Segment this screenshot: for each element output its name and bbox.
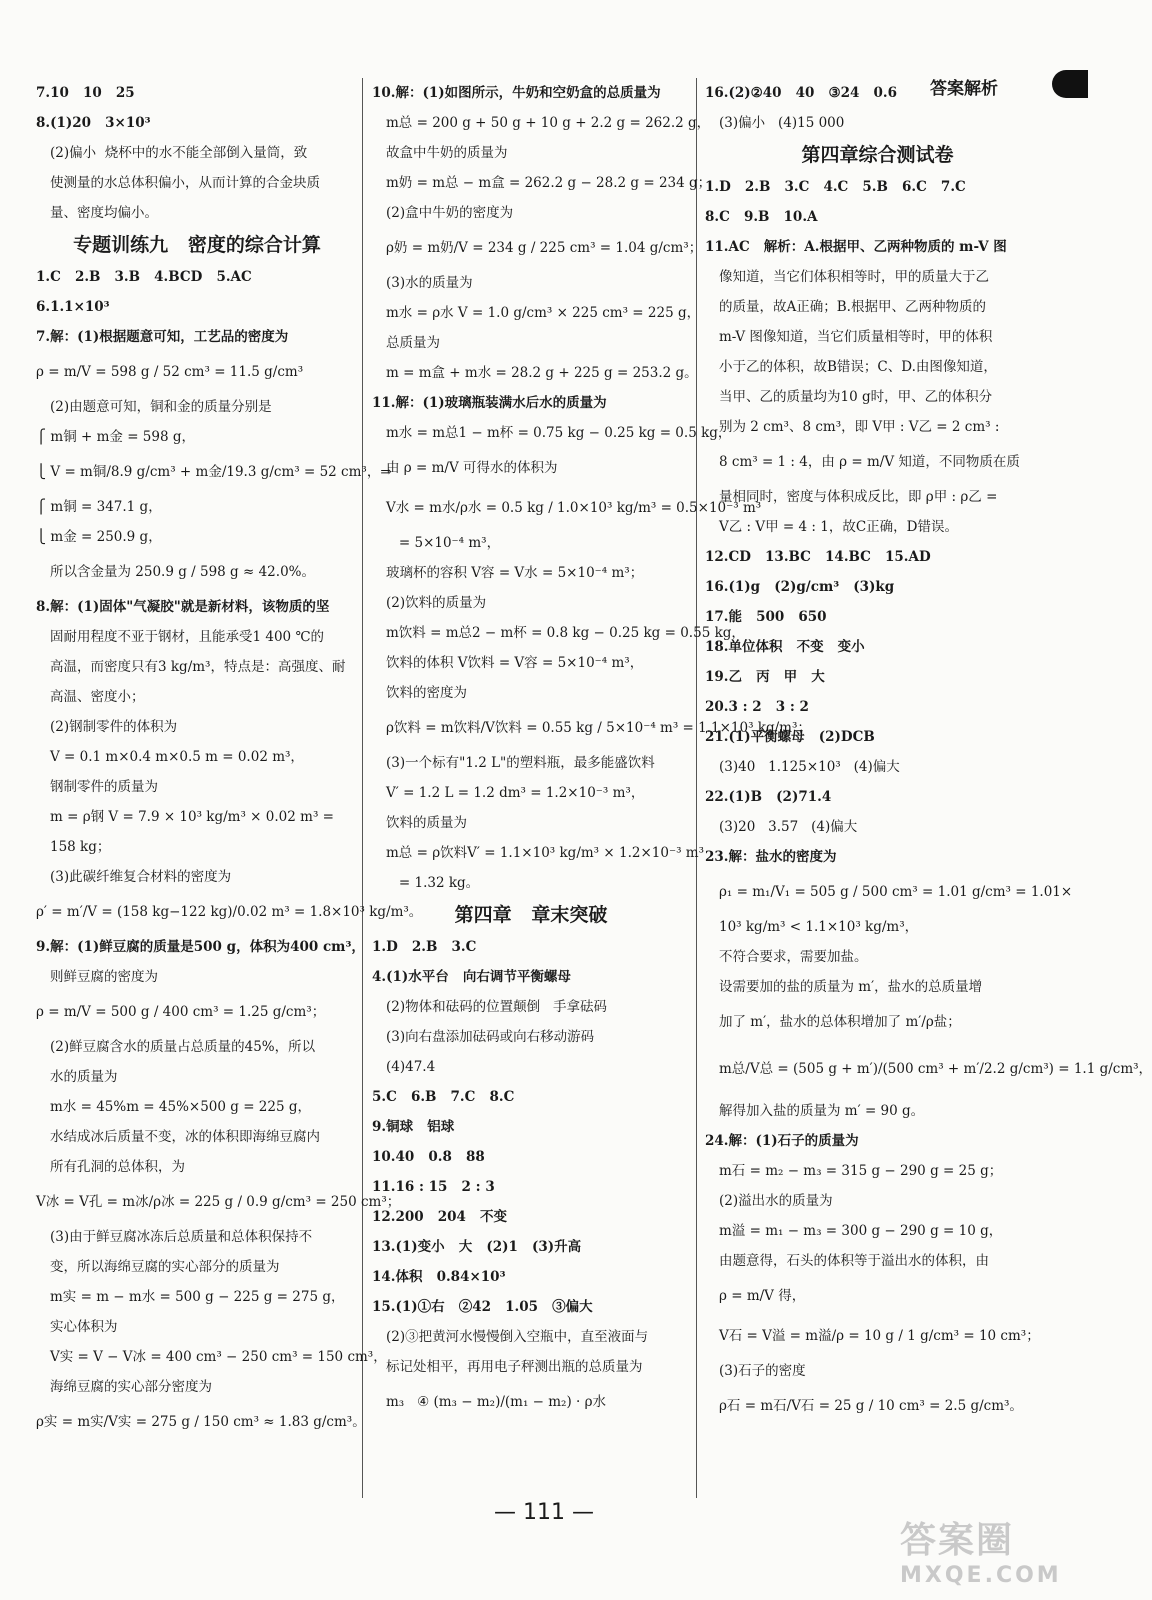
answer-line: 饮料的体积 V饮料 = V容 = 5×10⁻⁴ m³， [386, 655, 644, 671]
answer-line: 22.(1)B (2)71.4 [705, 789, 832, 805]
answer-line: 所以含金量为 250.9 g / 598 g ≈ 42.0%。 [50, 564, 315, 580]
answer-line: 158 kg； [50, 839, 111, 855]
answer-line: 10.解：(1)如图所示，牛奶和空奶盒的总质量为 [372, 85, 661, 101]
answer-line: = 1.32 kg。 [386, 875, 480, 891]
answer-line: 9.铜球 铝球 [372, 1119, 455, 1135]
answer-line: m = ρ钢 V = 7.9 × 10³ kg/m³ × 0.02 m³ = [50, 809, 334, 825]
answer-line: 玻璃杯的容积 V容 = V水 = 5×10⁻⁴ m³； [386, 565, 644, 581]
answer-line: 由题意得，石头的体积等于溢出水的体积，由 [719, 1253, 989, 1269]
answer-line: V冰 = V孔 = m冰/ρ冰 = 225 g / 0.9 g/cm³ = 250 cm³； [36, 1194, 401, 1210]
answer-line: (2)鲜豆腐含水的质量占总质量的45%，所以 [50, 1039, 316, 1055]
answer-line: 11.16 : 15 2 : 3 [372, 1179, 495, 1195]
watermark-line1: 答案圈 [900, 1520, 1015, 1561]
section-heading: 第四章 章末突破 [454, 904, 608, 926]
answer-line: m-V 图像知道，当它们质量相等时，甲的体积 [719, 329, 993, 345]
answer-line: (3)此碳纤维复合材料的密度为 [50, 869, 232, 885]
answer-line: 1.D 2.B 3.C [372, 939, 477, 955]
answer-line: (3)由于鲜豆腐冰冻后总质量和总体积保持不 [50, 1229, 313, 1245]
answer-line: 24.解：(1)石子的质量为 [705, 1133, 859, 1149]
answer-line: 12.CD 13.BC 14.BC 15.AD [705, 549, 931, 565]
answer-line: 使测量的水总体积偏小，从而计算的合金块质 [50, 175, 320, 191]
answer-line: 加了 m′，盐水的总体积增加了 m′/ρ盐； [719, 1014, 961, 1030]
answer-line: 别为 2 cm³、8 cm³，即 V甲 : V乙 = 2 cm³ : [719, 419, 1000, 435]
answer-line: m水 = ρ水 V = 1.0 g/cm³ × 225 cm³ = 225 g， [386, 305, 701, 321]
answer-line: 则鲜豆腐的密度为 [50, 969, 158, 985]
answer-line: m = m盒 + m水 = 28.2 g + 225 g = 253.2 g。 [386, 365, 698, 381]
header-title: 答案解析 [930, 79, 998, 99]
answer-line: m₃ ④ (m₃ − m₂)/(m₁ − m₂) · ρ水 [386, 1394, 607, 1410]
answer-line: 7.10 10 25 [36, 85, 135, 101]
answer-line: (3)一个标有"1.2 L"的塑料瓶，最多能盛饮料 [386, 755, 655, 771]
answer-line: 8.C 9.B 10.A [705, 209, 818, 225]
answer-line: 8.解：(1)固体"气凝胶"就是新材料，该物质的坚 [36, 599, 330, 615]
answer-line: ρ = m/V = 500 g / 400 cm³ = 1.25 g/cm³； [36, 1004, 326, 1020]
answer-line: 饮料的质量为 [386, 815, 467, 831]
answer-line: 16.(1)g (2)g/cm³ (3)kg [705, 579, 895, 595]
answer-line: (3)向右盘添加砝码或向右移动游码 [386, 1029, 595, 1045]
answer-line: 20.3 : 2 3 : 2 [705, 699, 809, 715]
answer-line: (2)偏小 烧杯中的水不能全部倒入量筒，致 [50, 145, 308, 161]
answer-line: 量相同时，密度与体积成反比，即 ρ甲 : ρ乙 = [719, 489, 998, 505]
answer-line: 9.解：(1)鲜豆腐的质量是500 g，体积为400 cm³， [36, 939, 365, 955]
answer-line: 1.C 2.B 3.B 4.BCD 5.AC [36, 269, 252, 285]
answer-line: 海绵豆腐的实心部分密度为 [50, 1379, 212, 1395]
answer-line: (3)20 3.57 (4)偏大 [719, 819, 858, 835]
answer-line: 水结成冰后质量不变，冰的体积即海绵豆腐内 [50, 1129, 320, 1145]
answer-line: 饮料的密度为 [386, 685, 467, 701]
answer-line: 设需要加的盐的质量为 m′，盐水的总质量增 [719, 979, 983, 995]
answer-line: 13.(1)变小 大 (2)1 (3)升高 [372, 1239, 582, 1255]
answer-line: 4.(1)水平台 向右调节平衡螺母 [372, 969, 571, 985]
answer-line: (3)偏小 (4)15 000 [719, 115, 845, 131]
answer-line: (2)由题意可知，铜和金的质量分别是 [50, 399, 272, 415]
answer-line: 变，所以海绵豆腐的实心部分的质量为 [50, 1259, 280, 1275]
answer-line: (2)饮料的质量为 [386, 595, 487, 611]
answer-line: m溢 = m₁ − m₃ = 300 g − 290 g = 10 g， [719, 1223, 1003, 1239]
answer-line: 像知道，当它们体积相等时，甲的质量大于乙 [719, 269, 989, 285]
answer-line: m水 = 45%m = 45%×500 g = 225 g， [50, 1099, 312, 1115]
answer-line: ρ′ = m′/V = (158 kg−122 kg)/0.02 m³ = 1.8×10³ kg/m³。 [36, 904, 423, 920]
answer-line: ρ实 = m实/V实 = 275 g / 150 cm³ ≈ 1.83 g/cm³。 [36, 1414, 366, 1430]
answer-line: V实 = V − V冰 = 400 cm³ − 250 cm³ = 150 cm³， [50, 1349, 387, 1365]
answer-line: (3)石子的密度 [719, 1363, 806, 1379]
column-divider-2 [696, 78, 697, 1498]
answer-line: V′ = 1.2 L = 1.2 dm³ = 1.2×10⁻³ m³， [386, 785, 645, 801]
answer-line: 水的质量为 [50, 1069, 118, 1085]
answer-line: 所有孔洞的总体积，为 [50, 1159, 185, 1175]
answer-line: ρ = m/V 得， [719, 1288, 806, 1304]
answer-line: 不符合要求，需要加盐。 [719, 949, 868, 965]
answer-line: 固耐用程度不亚于钢材，且能承受1 400 ℃的 [50, 629, 325, 645]
answer-line: m实 = m − m水 = 500 g − 225 g = 275 g， [50, 1289, 345, 1305]
answer-line: 11.AC 解析：A.根据甲、乙两种物质的 m-V 图 [705, 239, 1007, 255]
answer-line: 23.解：盐水的密度为 [705, 849, 837, 865]
answer-line: V石 = V溢 = m溢/ρ = 10 g / 1 g/cm³ = 10 cm³； [719, 1328, 1040, 1344]
column-divider-1 [362, 78, 363, 1498]
answer-line: ρ₁ = m₁/V₁ = 505 g / 500 cm³ = 1.01 g/cm³ = 1.01× [719, 884, 1073, 900]
watermark-logo [900, 1512, 1070, 1592]
answer-line: 12.200 204 不变 [372, 1209, 508, 1225]
answer-line: 10³ kg/m³ < 1.1×10³ kg/m³， [719, 919, 919, 935]
answer-line: 7.解：(1)根据题意可知，工艺品的密度为 [36, 329, 289, 345]
answer-line: 21.(1)平衡螺母 (2)DCB [705, 729, 875, 745]
answer-line: 1.D 2.B 3.C 4.C 5.B 6.C 7.C [705, 179, 966, 195]
answer-line: (3)水的质量为 [386, 275, 473, 291]
answer-line: 18.单位体积 不变 变小 [705, 639, 865, 655]
answer-line: 标记处相平，再用电子秤测出瓶的总质量为 [386, 1359, 643, 1375]
answer-line: 6.1.1×10³ [36, 299, 110, 315]
answer-line: 小于乙的体积，故B错误；C、D.由图像知道， [719, 359, 997, 375]
answer-line: ρ = m/V = 598 g / 52 cm³ = 11.5 g/cm³ [36, 364, 304, 380]
answer-line: 总质量为 [386, 335, 440, 351]
answer-line: 故盒中牛奶的质量为 [386, 145, 508, 161]
answer-line: (3)40 1.125×10³ (4)偏大 [719, 759, 900, 775]
answer-line: (2)溢出水的质量为 [719, 1193, 833, 1209]
answer-line: (2)盒中牛奶的密度为 [386, 205, 514, 221]
header-tab-marker [1052, 70, 1088, 98]
answer-line: 的质量，故A正确；B.根据甲、乙两种物质的 [719, 299, 986, 315]
answer-line: 钢制零件的质量为 [50, 779, 158, 795]
answer-line: 14.体积 0.84×10³ [372, 1269, 506, 1285]
answer-line: (2)钢制零件的体积为 [50, 719, 178, 735]
answer-line: ρ奶 = m奶/V = 234 g / 225 cm³ = 1.04 g/cm³； [386, 240, 703, 256]
answer-line: V水 = m水/ρ水 = 0.5 kg / 1.0×10³ kg/m³ = 0.5×10⁻³ m³ [386, 500, 762, 516]
answer-line: ρ石 = m石/V石 = 25 g / 10 cm³ = 2.5 g/cm³。 [719, 1398, 1023, 1414]
answer-line: 实心体积为 [50, 1319, 118, 1335]
answer-line: m奶 = m总 − m盒 = 262.2 g − 28.2 g = 234 g； [386, 175, 712, 191]
answer-line: 15.(1)①右 ②42 1.05 ③偏大 [372, 1299, 593, 1315]
page-number: — 111 — [494, 1500, 594, 1525]
answer-line: 10.40 0.8 88 [372, 1149, 485, 1165]
answer-line: 当甲、乙的质量均为10 g时，甲、乙的体积分 [719, 389, 993, 405]
answer-line: 17.能 500 650 [705, 609, 827, 625]
section-heading: 专题训练九 密度的综合计算 [73, 234, 321, 256]
answer-line: ⎩ V = m铜/8.9 g/cm³ + m金/19.3 g/cm³ = 52 cm³，⇒ [36, 464, 392, 480]
answer-line: V乙 : V甲 = 4 : 1，故C正确，D错误。 [719, 519, 958, 535]
answer-line: ⎧ m铜 = 347.1 g， [36, 499, 162, 515]
answer-line: m总/V总 = (505 g + m′)/(500 cm³ + m′/2.2 g/cm³) = 1.1 g/cm³， [719, 1061, 1152, 1077]
answer-line: m总 = ρ饮料V′ = 1.1×10³ kg/m³ × 1.2×10⁻³ m³ [386, 845, 704, 861]
answer-line: m饮料 = m总2 − m杯 = 0.8 kg − 0.25 kg = 0.55 kg， [386, 625, 745, 641]
answer-line: ρ饮料 = m饮料/V饮料 = 0.55 kg / 5×10⁻⁴ m³ = 1.1×10³ kg/m³； [386, 720, 811, 736]
answer-line: (2)③把黄河水慢慢倒入空瓶中，直至液面与 [386, 1329, 649, 1345]
answer-line: 高温、密度小； [50, 689, 145, 705]
answer-line: 11.解：(1)玻璃瓶装满水后水的质量为 [372, 395, 607, 411]
watermark-line2: MXQE.COM [900, 1563, 1062, 1588]
answer-line: 解得加入盐的质量为 m′ = 90 g。 [719, 1103, 925, 1119]
answer-line: ⎧ m铜 + m金 = 598 g， [36, 429, 196, 445]
answer-line: m总 = 200 g + 50 g + 10 g + 2.2 g = 262.2 g， [386, 115, 711, 131]
answer-line: V = 0.1 m×0.4 m×0.5 m = 0.02 m³， [50, 749, 304, 765]
answer-line: 量、密度均偏小。 [50, 205, 158, 221]
answer-line: = 5×10⁻⁴ m³， [386, 535, 501, 551]
answer-line: (4)47.4 [386, 1059, 436, 1075]
answer-line: 5.C 6.B 7.C 8.C [372, 1089, 515, 1105]
section-heading: 第四章综合测试卷 [801, 144, 954, 166]
answer-line: (2)物体和砝码的位置颠倒 手拿砝码 [386, 999, 607, 1015]
answer-line: 8.(1)20 3×10³ [36, 115, 151, 131]
answer-line: 16.(2)②40 40 ③24 0.6 [705, 85, 898, 101]
answer-line: 高温，而密度只有3 kg/m³，特点是：高强度、耐 [50, 659, 346, 675]
answer-line: 8 cm³ = 1 : 4，由 ρ = m/V 知道，不同物质在质 [719, 454, 1020, 470]
answer-line: m水 = m总1 − m杯 = 0.75 kg − 0.25 kg = 0.5 kg， [386, 425, 732, 441]
answer-column-3 [705, 78, 1152, 1426]
answer-line: 19.乙 丙 甲 大 [705, 669, 825, 685]
answer-line: ⎩ m金 = 250.9 g， [36, 529, 162, 545]
answer-line: 由 ρ = m/V 可得水的体积为 [386, 460, 558, 476]
answer-line: m石 = m₂ − m₃ = 315 g − 290 g = 25 g； [719, 1163, 1003, 1179]
